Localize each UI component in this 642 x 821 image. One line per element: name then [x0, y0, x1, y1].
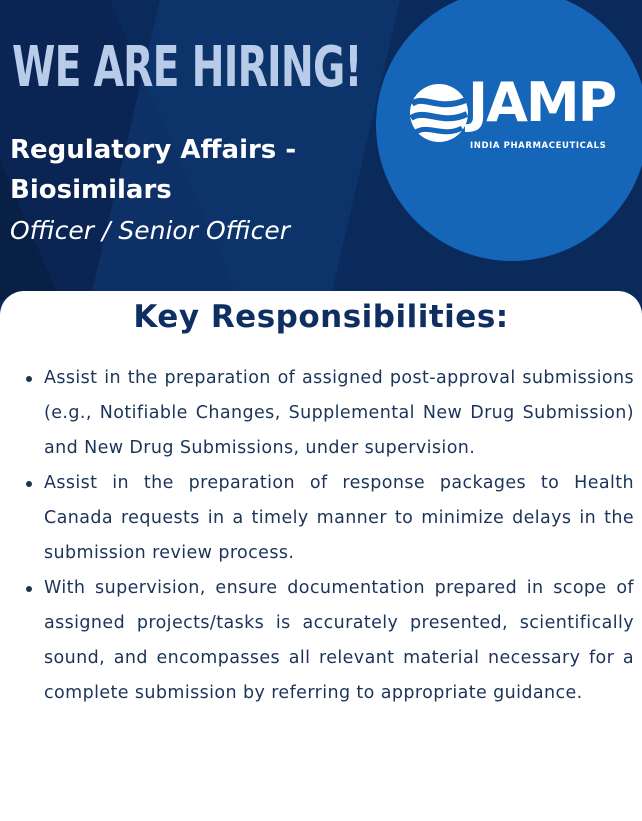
responsibilities-title: Key Responsibilities:	[133, 299, 509, 335]
list-item	[44, 361, 634, 466]
responsibilities-card	[0, 291, 642, 821]
list-item	[44, 466, 634, 571]
list-item-text: With supervision, ensure documentation prepared in scope of assigned projects/tasks is accurately presented, scientifically sound, and encompasses all relevant material necessary for a complete submission by referring to appropriate guidance.	[44, 578, 634, 703]
bullet-icon	[26, 481, 32, 487]
bullet-icon	[26, 376, 32, 382]
job-title: Regulatory Affairs - Biosimilars	[10, 135, 297, 205]
logo-wordmark: JAMP	[468, 71, 616, 134]
bullet-icon	[26, 586, 32, 592]
job-level: Officer / Senior Officer	[10, 216, 291, 245]
company-logo	[408, 71, 638, 156]
hiring-headline: WE ARE HIRING!	[12, 35, 362, 100]
jamp-wave-globe-icon	[408, 82, 470, 144]
responsibilities-list	[44, 361, 634, 711]
list-item-text: Assist in the preparation of response packages to Health Canada requests in a timely manner to minimize delays in the submission review process.	[44, 473, 634, 563]
list-item	[44, 571, 634, 711]
logo-tagline: INDIA PHARMACEUTICALS	[470, 141, 607, 151]
list-item-text: Assist in the preparation of assigned post-approval submissions (e.g., Notifiable Changes, Supplemental New Drug Submission) and New Drug Submissions, under supervision.	[44, 368, 634, 458]
